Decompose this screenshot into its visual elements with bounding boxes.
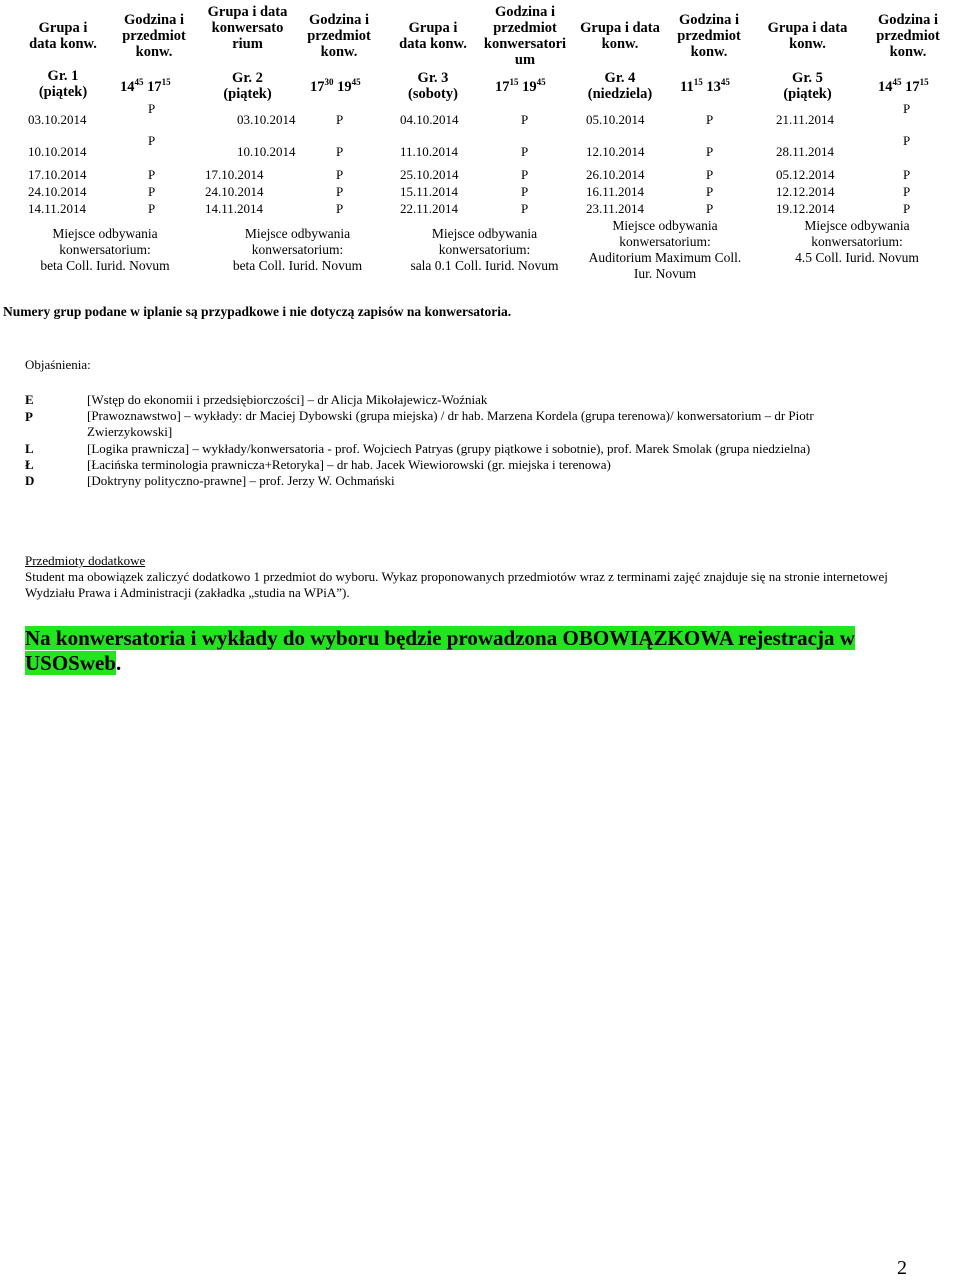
header-time: $14^{45}$ $17^{15}$ xyxy=(878,77,929,95)
location-cell xyxy=(585,218,745,282)
table-cell-subject: P xyxy=(903,167,911,182)
table-cell-date: 12.10.2014 xyxy=(586,144,645,159)
location-cell xyxy=(392,226,577,274)
table-cell-date: 10.10.2014 xyxy=(237,144,296,159)
location-place: sala 0.1 Coll. Iurid. Novum xyxy=(410,258,559,273)
header-time-label: Godzina i przedmiot konw. xyxy=(307,12,371,60)
table-cell-subject: P xyxy=(706,112,714,127)
table-cell-date: 14.11.2014 xyxy=(205,201,264,216)
table-cell-date: 05.12.2014 xyxy=(776,167,835,182)
table-cell-date: 16.11.2014 xyxy=(586,184,645,199)
table-cell-date: 03.10.2014 xyxy=(237,112,296,127)
header-time-label: Godzina i przedmiot konw. xyxy=(677,12,741,60)
header-day: (niedziela) xyxy=(587,86,653,102)
header-day: (piątek) xyxy=(38,84,88,100)
location-cell xyxy=(215,226,380,274)
table-cell-subject: P xyxy=(903,184,911,199)
header-group: Gr. 3 xyxy=(417,70,449,86)
registration-notice-period: . xyxy=(116,651,122,675)
table-cell-subject: P xyxy=(336,112,344,127)
table-cell-subject: P xyxy=(336,167,344,182)
header-day: (soboty) xyxy=(408,86,458,102)
table-cell-subject: P xyxy=(521,144,529,159)
header-group-label: Grupa i data konw. xyxy=(767,20,848,52)
legend-text: [Łacińska terminologia prawnicza+Retoryka] – dr hab. Jacek Wiewiorowski (gr. miejska i terenowa) xyxy=(87,457,611,472)
legend-key: Ł xyxy=(25,457,34,472)
table-cell-date: 22.11.2014 xyxy=(400,201,459,216)
table-cell-subject: P xyxy=(148,167,156,182)
header-time-label: Godzina i przedmiot konwersatori um xyxy=(483,4,567,68)
table-cell-date: 17.10.2014 xyxy=(205,167,264,182)
header-group: Gr. 2 xyxy=(232,70,263,86)
table-cell-subject: P xyxy=(706,144,714,159)
header-day: (piątek) xyxy=(783,86,832,102)
table-cell-subject: P xyxy=(903,133,911,148)
legend-key: E xyxy=(25,392,34,407)
header-time: $17^{15}$ $19^{45}$ xyxy=(495,77,546,95)
legend-text: [Logika prawnicza] – wykłady/konwersatoria - prof. Wojciech Patryas (grupy piątkowe i sobotnie), prof. Marek Smolak (grupa niedzielna) xyxy=(87,441,811,456)
table-cell-subject: P xyxy=(336,201,344,216)
legend-text: [Doktryny polityczno-prawne] – prof. Jerzy W. Ochmański xyxy=(87,473,395,488)
header-group-label: Grupa i data konwersato rium xyxy=(207,4,288,52)
table-cell-subject: P xyxy=(903,201,911,216)
table-cell-date: 23.11.2014 xyxy=(586,201,645,216)
header-time-label: Godzina i przedmiot konw. xyxy=(122,12,186,60)
table-cell-date: 24.10.2014 xyxy=(28,184,87,199)
header-group-label: Grupa i data konw. xyxy=(580,20,660,52)
legend-key: L xyxy=(25,441,34,456)
header-group: Gr. 5 xyxy=(792,70,823,86)
table-cell-date: 15.11.2014 xyxy=(400,184,459,199)
location-label: Miejsce odbywania konwersatorium: xyxy=(52,226,158,257)
header-group-label: Grupa i data konw. xyxy=(399,20,467,52)
location-place: beta Coll. Iurid. Novum xyxy=(232,258,363,273)
table-cell-date: 17.10.2014 xyxy=(28,167,87,182)
table-cell-date: 28.11.2014 xyxy=(776,144,835,159)
table-cell-date: 21.11.2014 xyxy=(776,112,835,127)
table-cell-date: 03.10.2014 xyxy=(28,112,87,127)
table-cell-date: 14.11.2014 xyxy=(28,201,87,216)
table-cell-date: 26.10.2014 xyxy=(586,167,645,182)
table-cell-date: 04.10.2014 xyxy=(400,112,459,127)
table-cell-date: 05.10.2014 xyxy=(586,112,645,127)
table-cell-subject: P xyxy=(903,101,911,116)
table-cell-date: 24.10.2014 xyxy=(205,184,264,199)
location-cell xyxy=(20,226,190,274)
table-cell-date: 19.12.2014 xyxy=(776,201,835,216)
table-cell-subject: P xyxy=(521,184,529,199)
table-cell-subject: P xyxy=(148,184,156,199)
table-cell-date: 25.10.2014 xyxy=(400,167,459,182)
location-label: Miejsce odbywania konwersatorium: xyxy=(804,218,910,249)
table-cell-subject: P xyxy=(148,101,156,116)
registration-notice xyxy=(25,626,905,676)
table-cell-date: 12.12.2014 xyxy=(776,184,835,199)
header-time-label: Godzina i przedmiot konw. xyxy=(876,12,940,60)
extra-subjects-text: Student ma obowiązek zaliczyć dodatkowo 1 przedmiot do wyboru. Wykaz proponowanych przedmiotów wraz z terminami zajęć znajduje się na stronie internetowej Wydziału Prawa i Administracji (zakładka „studia na WPiA”). xyxy=(25,569,888,600)
group-numbers-note: Numery grup podane w iplanie są przypadkowe i nie dotyczą zapisów na konwersatoria. xyxy=(3,304,512,319)
legend-key: D xyxy=(25,473,35,488)
table-cell-subject: P xyxy=(148,201,156,216)
registration-notice-line1: Na konwersatoria i wykłady do wyboru będzie prowadzona OBOWIĄZKOWA rejestracja w xyxy=(25,626,855,650)
page-number: 2 xyxy=(897,1257,907,1279)
location-label: Miejsce odbywania konwersatorium: xyxy=(244,226,351,257)
table-cell-subject: P xyxy=(336,144,344,159)
extra-subjects-title: Przedmioty dodatkowe xyxy=(25,553,146,568)
header-time: $11^{15}$ $13^{45}$ xyxy=(680,77,730,95)
location-label: Miejsce odbywania konwersatorium: xyxy=(612,218,718,249)
table-cell-date: 11.10.2014 xyxy=(400,144,459,159)
legend-text: [Wstęp do ekonomii i przedsiębiorczości] – dr Alicja Mikołajewicz-Woźniak xyxy=(87,392,488,407)
location-place: 4.5 Coll. Iurid. Novum xyxy=(795,250,919,265)
table-cell-subject: P xyxy=(336,184,344,199)
location-place: Auditorium Maximum Coll. Iur. Novum xyxy=(588,250,742,281)
table-cell-subject: P xyxy=(521,201,529,216)
table-cell-subject: P xyxy=(148,133,156,148)
header-group: Gr. 1 xyxy=(47,68,79,84)
table-cell-subject: P xyxy=(706,201,714,216)
location-label: Miejsce odbywania konwersatorium: xyxy=(431,226,538,257)
table-cell-subject: P xyxy=(521,112,529,127)
table-cell-date: 10.10.2014 xyxy=(28,144,87,159)
legend-text: [Prawoznawstwo] – wykłady: dr Maciej Dybowski (grupa miejska) / dr hab. Marzena Kordela (grupa terenowa)/ konwersatorium – dr Piotr Zwierzykowski] xyxy=(87,408,814,439)
legend-title-text: Objaśnienia xyxy=(25,357,88,372)
table-cell-subject: P xyxy=(521,167,529,182)
header-day: (piątek) xyxy=(223,86,272,102)
table-cell-subject: P xyxy=(706,167,714,182)
header-group-label: Grupa i data konw. xyxy=(29,20,97,52)
registration-notice-usosweb: USOSweb xyxy=(25,651,117,675)
location-cell xyxy=(772,218,942,266)
location-place: beta Coll. Iurid. Novum xyxy=(40,258,170,273)
table-cell-subject: P xyxy=(706,184,714,199)
header-time: $17^{30}$ $19^{45}$ xyxy=(310,77,361,95)
legend-key: P xyxy=(25,409,33,424)
header-group: Gr. 4 xyxy=(604,70,636,86)
legend-title: Objaśnienia: xyxy=(25,357,91,372)
header-time: $14^{45}$ $17^{15}$ xyxy=(120,77,171,95)
